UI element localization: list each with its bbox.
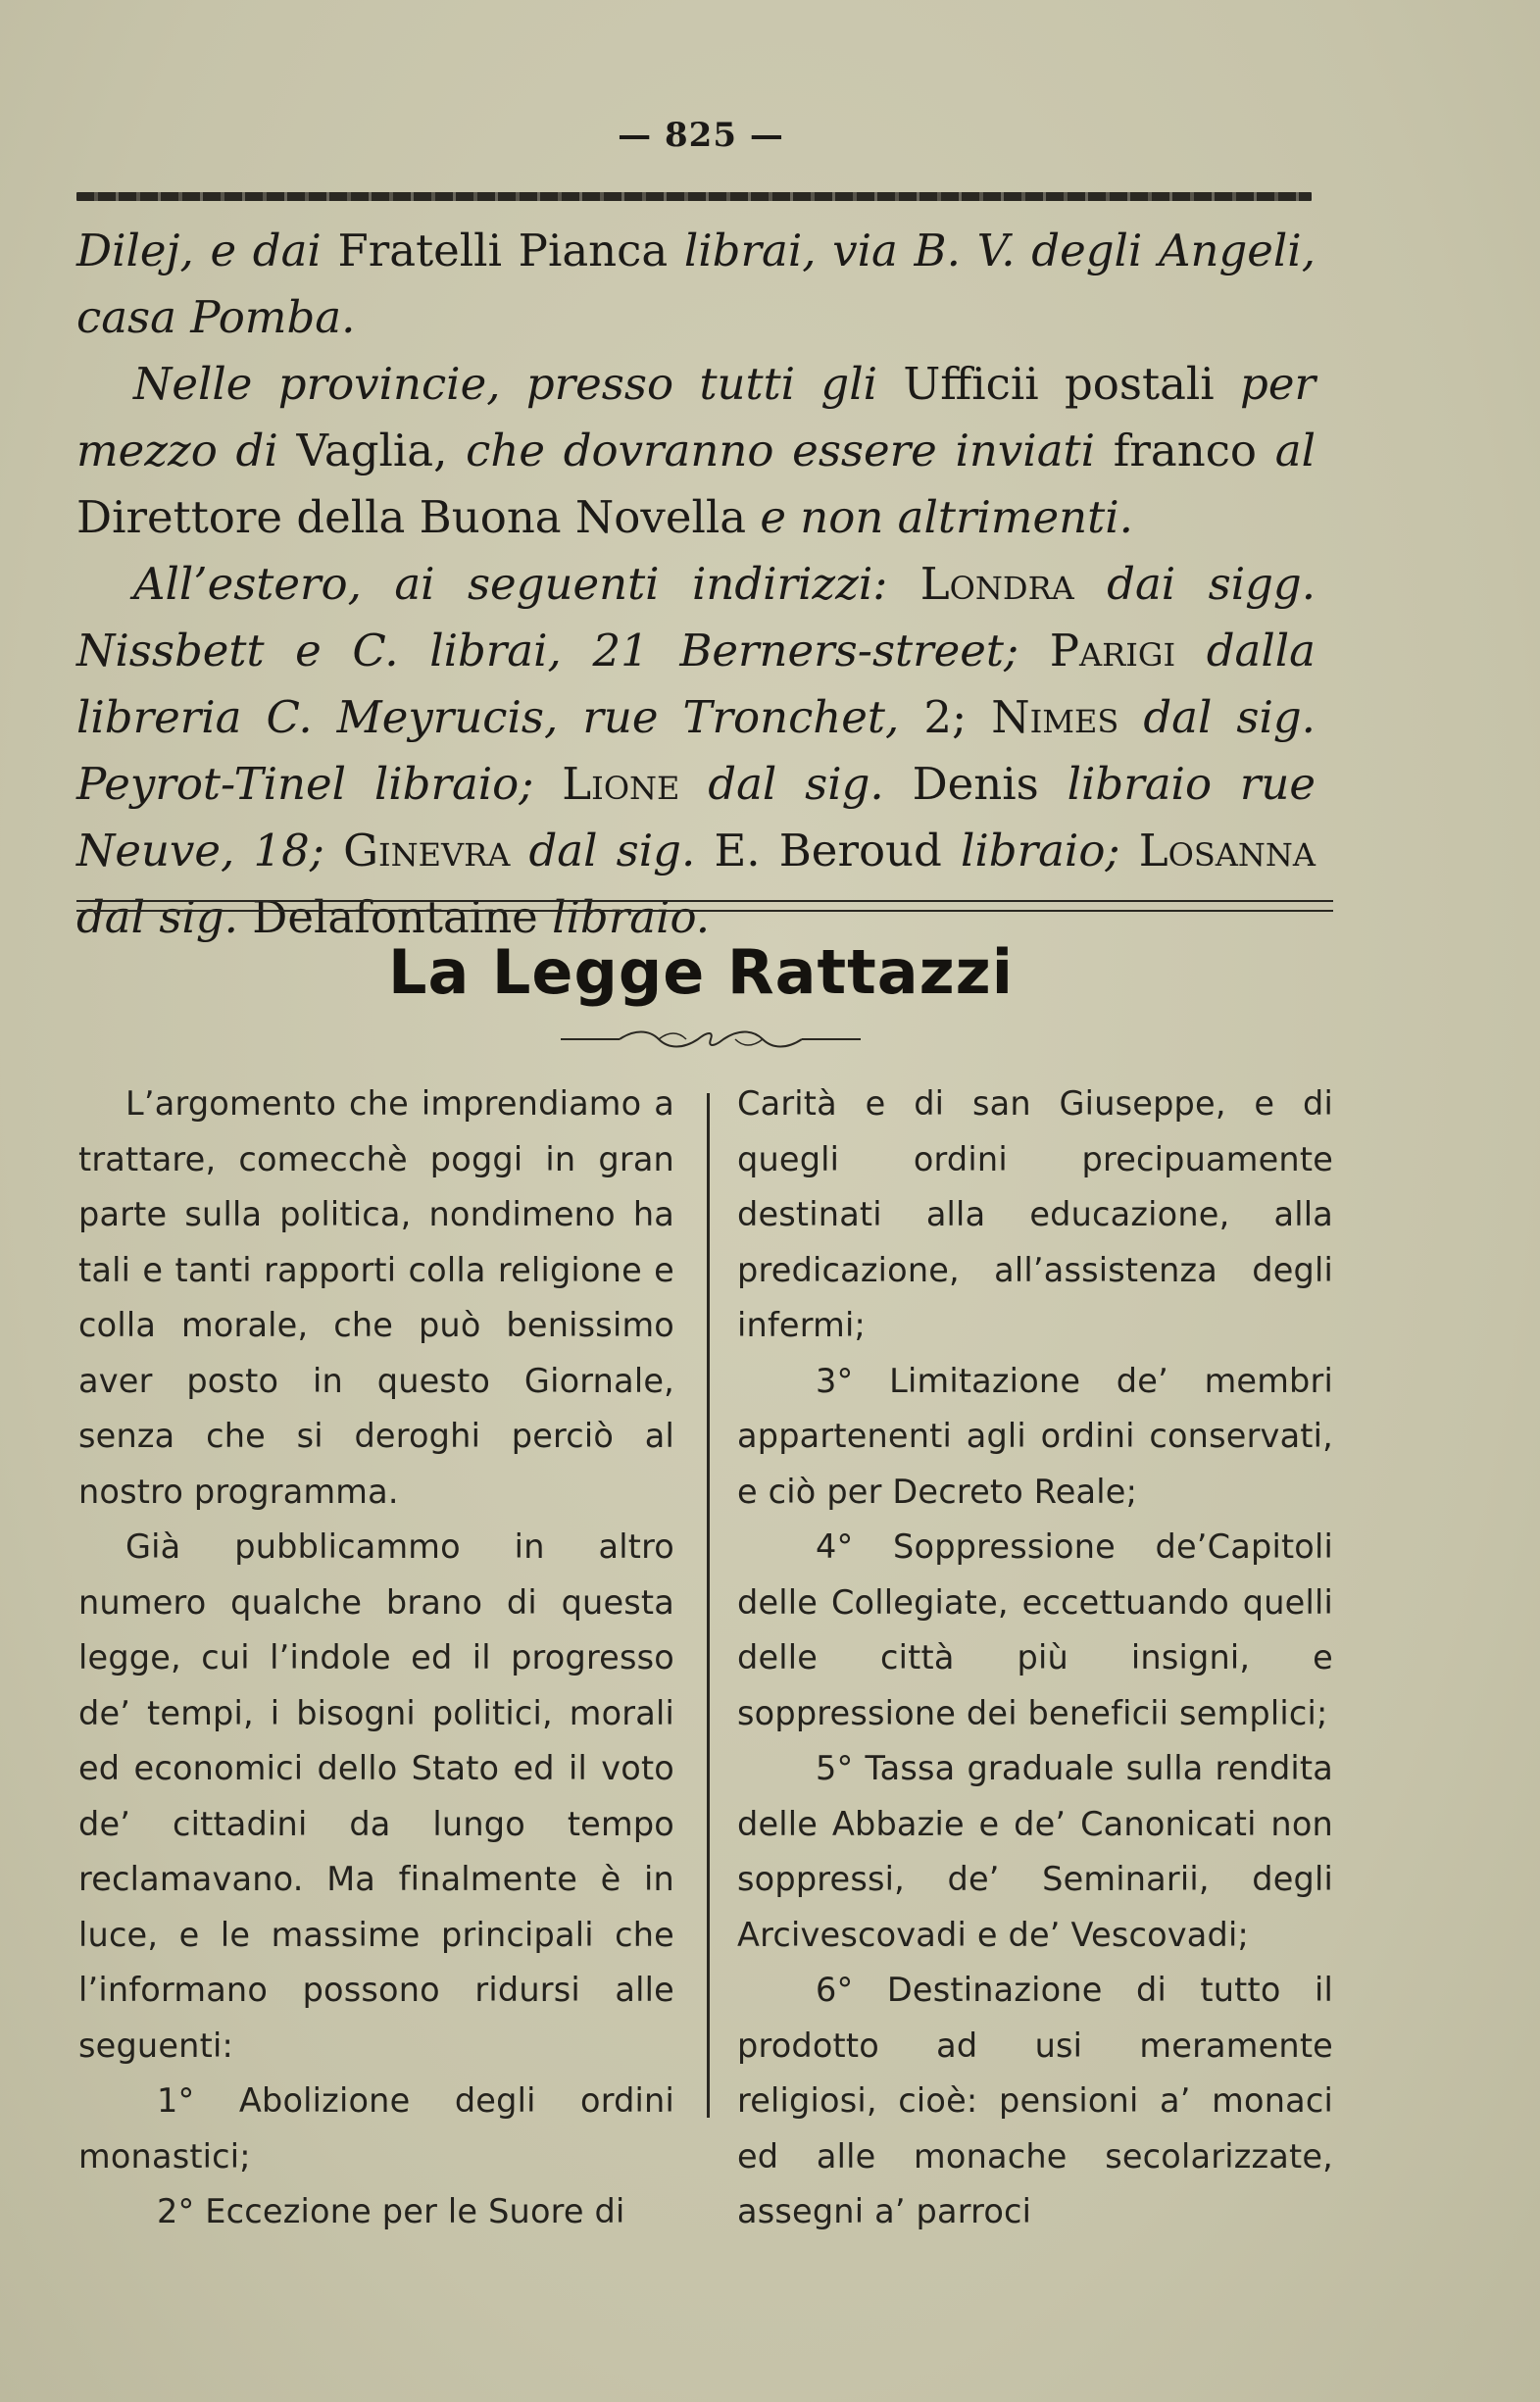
city-name: Lione (562, 758, 709, 810)
distribution-notice (76, 218, 1316, 951)
list-item: 6° Destinazione di tutto il prodotto ad usi meramente religiosi, cioè: pensioni a’ monaci ed alle monache secolarizzate, assegni a’ parroci (737, 1971, 1333, 2230)
list-item: 4° Soppressione de’Capitoli delle Collegiate, eccettuando quelli delle città più insigni, e soppressione dei beneficii semplici; (737, 1527, 1333, 1732)
city-name: Nimes (991, 691, 1144, 743)
notice-paragraph-1 (76, 218, 1316, 351)
text-span: Direttore della Buona Novella (76, 491, 761, 543)
text-span: Denis (912, 758, 1068, 810)
text-span: librai, via B. V. degli Angeli, casa Pomba. (76, 225, 1316, 343)
list-item: 3° Limitazione de’ membri appartenenti agli ordini conservati, e ciò per Decreto Reale; (737, 1361, 1333, 1511)
text-span: e non altrimenti. (760, 491, 1133, 543)
text-span: 2; (923, 691, 992, 743)
list-item: 2° Eccezione per le Suore di (157, 2192, 625, 2230)
text-span: dal sig. (528, 825, 715, 876)
article-paragraph: Già pubblicammo in altro numero qualche brano di questa legge, cui l’indole ed il progresso de’ tempi, i bisogni politici, morali ed economici dello Stato ed il voto de’ cittadini da lungo tempo reclamavano. Ma finalmente è in luce, e le massime principali che l’informano possono ridursi alle seguenti: (78, 1527, 674, 2065)
text-span: dal sig. (76, 891, 253, 943)
text-span: che dovranno essere inviati (466, 425, 1114, 476)
text-span: E. Beroud (714, 825, 961, 876)
text-span: libraio rue Neuve, 18; (76, 758, 1316, 876)
text-span: All’estero, ai seguenti indirizzi: (133, 558, 920, 610)
notice-paragraph-2 (76, 351, 1316, 551)
left-column (78, 1076, 674, 2240)
list-item: 5° Tassa graduale sulla rendita delle Abbazie e de’ Canonicati non soppressi, de’ Seminarii, degli Arcivescovadi e de’ Vescovadi; (737, 1749, 1333, 1954)
column-rule (707, 1093, 710, 2118)
text-span: dalla libreria C. Meyrucis, rue Tronchet, (76, 625, 1316, 743)
text-span: al (1274, 425, 1316, 476)
text-span: Fratelli Pianca (337, 225, 684, 276)
page-number: — 825 — (618, 116, 784, 155)
section-divider (76, 900, 1333, 912)
text-span: Delafontaine (252, 891, 553, 943)
text-span: libraio; (961, 825, 1139, 876)
city-name: Parigi (1049, 625, 1207, 676)
article-paragraph: L’argomento che imprendiamo a trattare, comecchè poggi in gran parte sulla politica, nondimeno ha tali e tanti rapporti colla religione e colla morale, che può benissimo aver posto in questo Giornale, senza che si deroghi perciò al nostro programma. (78, 1084, 674, 1511)
list-item: 1° Abolizione degli ordini monastici; (78, 2081, 674, 2176)
text-span: Vaglia, (296, 425, 467, 476)
text-span: dai sigg. Nissbett e C. librai, 21 Berners-street; (76, 558, 1316, 676)
ornament-divider (561, 1027, 861, 1051)
header-rule (76, 192, 1312, 201)
text-span: libraio. (552, 891, 711, 943)
article-title: La Legge Rattazzi (388, 936, 1014, 1008)
text-span: Dilej, e dai (76, 225, 338, 276)
city-name: Losanna (1138, 825, 1316, 876)
text-span: Nelle provincie, presso tutti gli (133, 358, 904, 410)
city-name: Ginevra (343, 825, 529, 876)
text-span: per mezzo di (76, 358, 1316, 476)
text-span: dal sig. Peyrot-Tinel libraio; (76, 691, 1316, 810)
text-span: franco (1113, 425, 1275, 476)
article-paragraph: Carità e di san Giuseppe, e di quegli ordini precipuamente destinati alla educazione, alla predicazione, all’assistenza degli infermi; (737, 1084, 1333, 1344)
city-name: Londra (919, 558, 1108, 610)
right-column (737, 1076, 1333, 2240)
text-span: Ufficii postali (903, 358, 1241, 410)
notice-paragraph-3 (76, 551, 1316, 951)
text-span: dal sig. (708, 758, 913, 810)
